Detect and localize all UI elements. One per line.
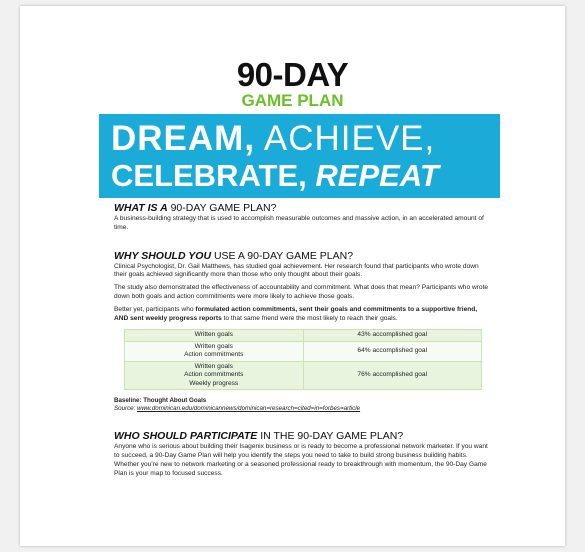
section-what-body: A business-building strategy that is used to accomplish measurable outcomes and massive action, in an accelerated amount of time.: [114, 215, 484, 231]
criteria-line: Action commitments: [184, 351, 244, 359]
criteria-line: Written goals: [194, 342, 233, 350]
heading-emphasis: WHO SHOULD PARTICIPATE: [114, 430, 258, 443]
document-subtitle: GAME PLAN: [241, 91, 344, 110]
results-table: [124, 329, 482, 390]
criteria-line: Weekly progress: [189, 379, 239, 387]
banner-repeat: REPEAT: [306, 158, 439, 193]
section-why-paragraph-1: Clinical Psychologist, Dr. Gail Matthews, has studied goal achievement. Her research found that participants who wrote down their goals achieved significantly more than those who only thought about their goals.: [114, 262, 479, 279]
results-table-body: [125, 330, 482, 390]
table-cell-criteria: [125, 341, 304, 361]
table-cell-result: 64% accomplished goal: [303, 341, 482, 361]
source-link[interactable]: www.dominican.edu/dominicannews/dominican=research=cited=in=forbes=article: [137, 405, 361, 413]
section-heading-who: [114, 430, 492, 443]
source-line: [114, 405, 492, 413]
section-why-paragraph-2: [114, 284, 492, 302]
table-row: [125, 341, 482, 361]
criteria-line: Written goals: [194, 331, 233, 339]
baseline-text: Baseline: Thought About Goals: [114, 397, 207, 405]
criteria-line: Written goals: [194, 362, 233, 370]
banner-achieve: ACHIEVE,: [255, 119, 436, 158]
criteria-line: Action commitments: [184, 371, 244, 379]
document-page: [20, 6, 565, 546]
table-row: [125, 330, 482, 342]
headline-banner: [99, 114, 500, 198]
table-cell-result: 43% accomplished goal: [303, 330, 482, 342]
table-cell-criteria: [125, 361, 304, 390]
section-heading-why: [114, 250, 492, 263]
p3-start: Better yet, participants who: [114, 305, 196, 313]
section-who-body: Anyone who is serious about building their Isagenix business or is ready to become a professional network marketer. If you want to succeed, a 90-Day Game Plan will help you identify the steps you need to take to build strong business building habits. Whether you're new to network marketing or a seasoned professional ready to breakthrough with momentum, the 90-Day Game Plan is your map to focused success.: [114, 443, 488, 477]
heading-rest: 90-DAY GAME PLAN?: [167, 202, 277, 214]
section-why-paragraph-3: [114, 306, 492, 324]
banner-celebrate: CELEBRATE,: [111, 158, 307, 193]
banner-line-2: [111, 158, 439, 194]
banner-line-1: [111, 120, 435, 158]
heading-emphasis: WHAT IS A: [114, 202, 168, 214]
p3-bold: formulated action commitments, sent their goals and commitments to a supportive friend, AND sent weekly progress reports: [114, 305, 478, 322]
table-row: [125, 361, 482, 390]
heading-emphasis: WHY SHOULD YOU: [114, 249, 212, 262]
p3-end: to that same friend were the most likely to reach their goals.: [221, 314, 398, 322]
source-label: Source:: [114, 405, 138, 413]
table-cell-result: 76% accomplished goal: [303, 361, 482, 390]
heading-rest: IN THE 90-DAY GAME PLAN?: [257, 430, 404, 443]
section-why-paragraph-2-text: The study also demonstrated the effectiveness of accountability and commitment. What does that mean? Participants who wrote down both goals and action commitments were more likely to achieve those goals.: [114, 284, 489, 300]
banner-dream: DREAM,: [111, 119, 256, 158]
content-column: [114, 202, 492, 479]
baseline-note: [114, 397, 492, 405]
document-title: 90-DAY: [236, 56, 349, 93]
section-heading-what: [114, 202, 492, 215]
table-cell-criteria: [125, 330, 304, 342]
heading-rest: USE A 90-DAY GAME PLAN?: [211, 249, 354, 262]
